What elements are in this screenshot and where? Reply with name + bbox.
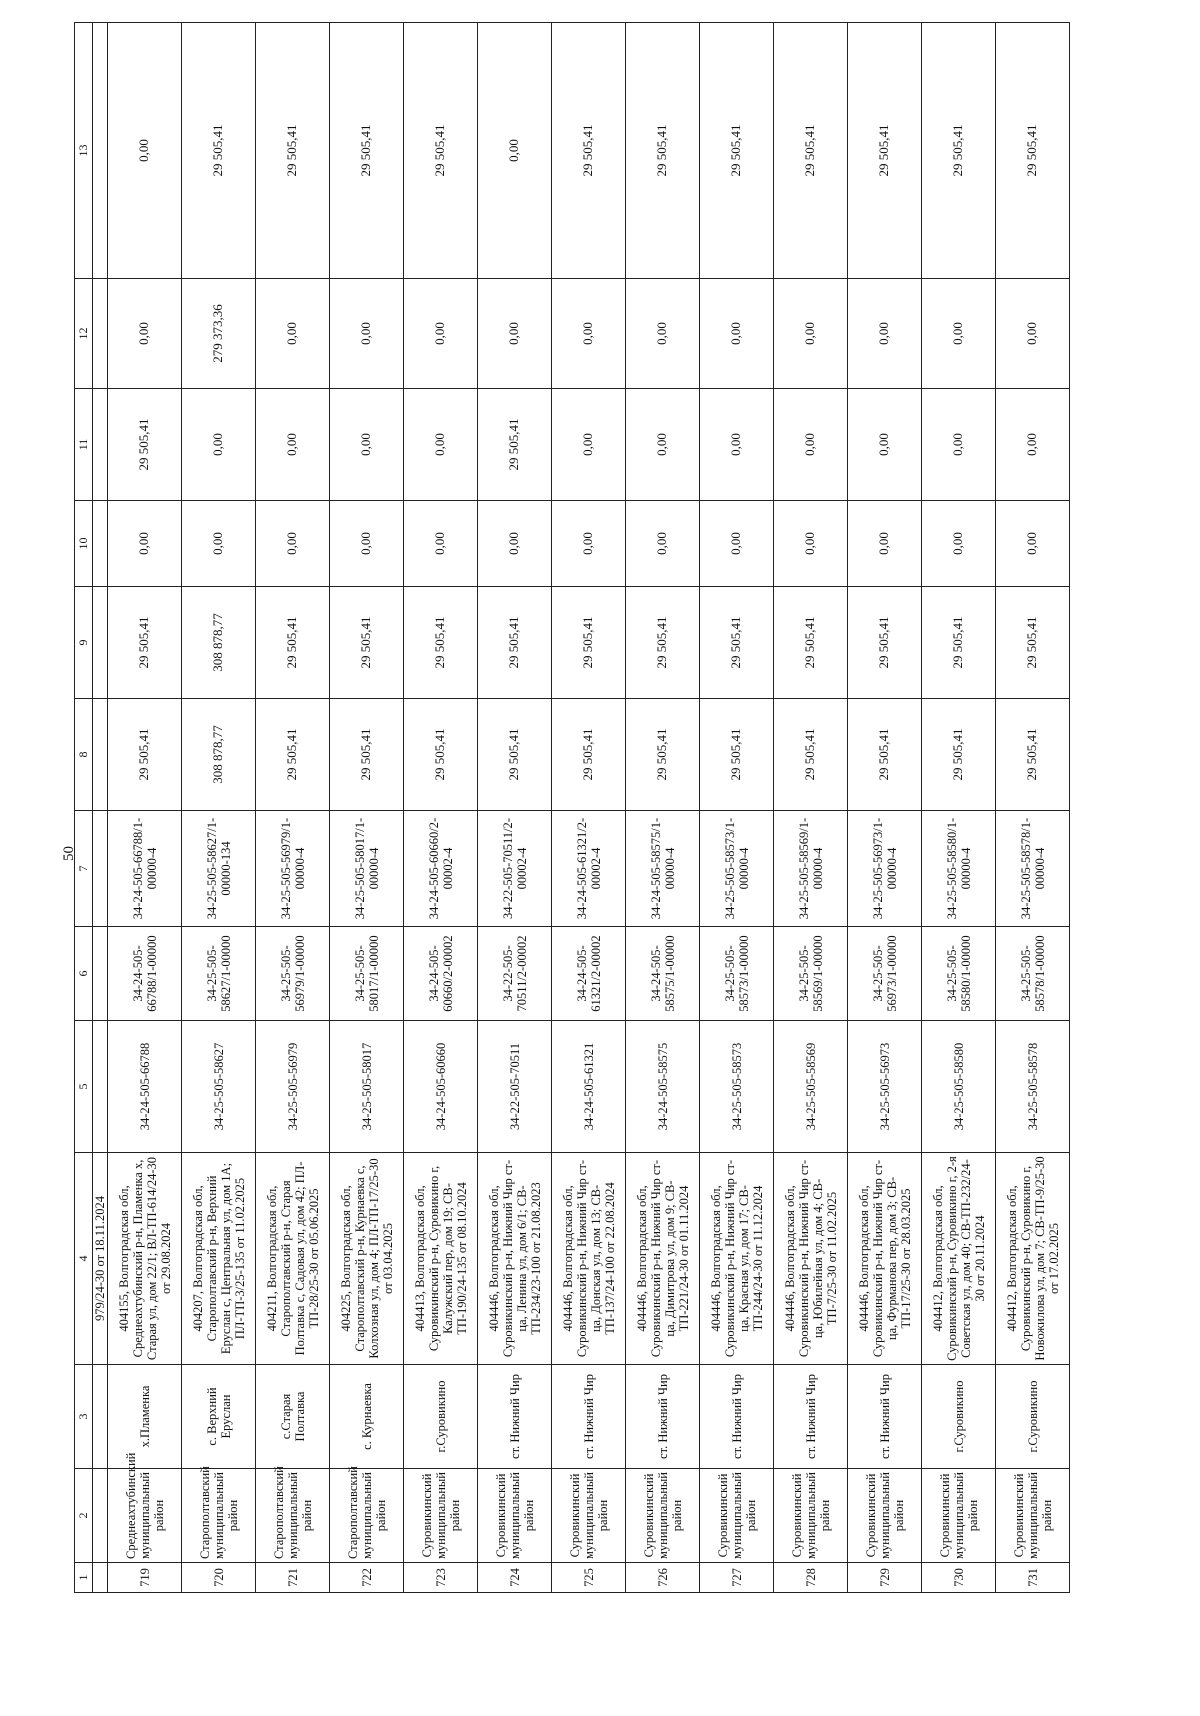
column-number: 4 bbox=[75, 1153, 93, 1365]
row-number: 721 bbox=[256, 1563, 330, 1593]
address-cell: 404413, Волгоградская обл, Суровикинский р-н, Суровикино г, Калужский пер, дом 19; СВ-ТП-190/24-135 от 08.10.2024 bbox=[404, 1153, 478, 1365]
address-cell: 404446, Волгоградская обл, Суровикинский р-н, Нижний Чир ст-ца, Красная ул, дом 17; СВ-ТП-244/24-30 от 11.12.2024 bbox=[700, 1153, 774, 1365]
code-cell: 34-25-505-58569/1-00000-4 bbox=[774, 811, 848, 927]
column-number: 11 bbox=[75, 389, 93, 501]
empty-cell bbox=[93, 811, 108, 927]
amount-cell: 29 505,41 bbox=[996, 699, 1070, 811]
amount-cell: 29 505,41 bbox=[108, 389, 182, 501]
amount-cell: 29 505,41 bbox=[256, 699, 330, 811]
amount-cell: 0,00 bbox=[848, 389, 922, 501]
code-cell: 34-25-505-58580/1-00000-4 bbox=[922, 811, 996, 927]
table-row bbox=[774, 23, 848, 1593]
amount-cell: 29 505,41 bbox=[626, 699, 700, 811]
column-number: 6 bbox=[75, 927, 93, 1021]
district-cell: Старополтавский муниципальный район bbox=[330, 1469, 404, 1563]
code-cell: 34-25-505-58569 bbox=[774, 1021, 848, 1153]
amount-cell: 0,00 bbox=[996, 389, 1070, 501]
amount-cell: 29 505,41 bbox=[996, 587, 1070, 699]
amount-cell: 0,00 bbox=[922, 279, 996, 389]
amount-cell: 29 505,41 bbox=[774, 23, 848, 279]
amount-cell: 29 505,41 bbox=[700, 23, 774, 279]
amount-cell: 0,00 bbox=[552, 389, 626, 501]
code-cell: 34-25-505-56973/1-00000-4 bbox=[848, 811, 922, 927]
district-cell: Старополтавский муниципальный район bbox=[256, 1469, 330, 1563]
address-cell: 404225, Волгоградская обл, Старополтавский р-н, Курнаевка с, Колхозная ул, дом 4; ПЛ-ТП-17/25-30 от 03.04.2025 bbox=[330, 1153, 404, 1365]
amount-cell: 29 505,41 bbox=[774, 699, 848, 811]
code-cell: 34-25-505-58627/1-00000 bbox=[182, 927, 256, 1021]
amount-cell: 0,00 bbox=[182, 389, 256, 501]
column-number: 2 bbox=[75, 1469, 93, 1563]
code-cell: 34-24-505-61321 bbox=[552, 1021, 626, 1153]
district-cell: Суровикинский муниципальный район bbox=[552, 1469, 626, 1563]
locality-cell: с. Верхний Еруслан bbox=[182, 1365, 256, 1469]
amount-cell: 29 505,41 bbox=[626, 23, 700, 279]
row-number: 720 bbox=[182, 1563, 256, 1593]
locality-cell: х.Пламенка bbox=[108, 1365, 182, 1469]
address-cell: 404446, Волгоградская обл, Суровикинский р-н, Нижний Чир ст-ца, Фурманова пер, дом 3; СВ-ТП-17/25-30 от 28.03.2025 bbox=[848, 1153, 922, 1365]
empty-cell bbox=[93, 279, 108, 389]
code-cell: 34-22-505-70511 bbox=[478, 1021, 552, 1153]
empty-cell bbox=[93, 501, 108, 587]
code-cell: 34-24-505-66788 bbox=[108, 1021, 182, 1153]
locality-cell: ст. Нижний Чир bbox=[552, 1365, 626, 1469]
amount-cell: 0,00 bbox=[256, 389, 330, 501]
address-cell: 404446, Волгоградская обл, Суровикинский р-н, Нижний Чир ст-ца, Димитрова ул, дом 9; СВ-ТП-221/24-30 от 01.11.2024 bbox=[626, 1153, 700, 1365]
column-number: 5 bbox=[75, 1021, 93, 1153]
address-cell: 404412, Волгоградская обл, Суровикинский р-н, Суровикино г, Новожилова ул, дом 7; СВ-ТП-9/25-30 от 17.02.2025 bbox=[996, 1153, 1070, 1365]
code-cell: 34-24-505-58575 bbox=[626, 1021, 700, 1153]
table-row bbox=[478, 23, 552, 1593]
locality-cell: ст. Нижний Чир bbox=[774, 1365, 848, 1469]
table-row bbox=[700, 23, 774, 1593]
amount-cell: 0,00 bbox=[626, 279, 700, 389]
amount-cell: 29 505,41 bbox=[478, 587, 552, 699]
district-cell: Суровикинский муниципальный район bbox=[700, 1469, 774, 1563]
code-cell: 34-25-505-56979/1-00000 bbox=[256, 927, 330, 1021]
amount-cell: 29 505,41 bbox=[478, 699, 552, 811]
address-cell: 404446, Волгоградская обл, Суровикинский р-н, Нижний Чир ст-ца, Донская ул, дом 13; СВ-ТП-137/24-100 от 22.08.2024 bbox=[552, 1153, 626, 1365]
column-number: 10 bbox=[75, 501, 93, 587]
amount-cell: 29 505,41 bbox=[922, 699, 996, 811]
amount-cell: 308 878,77 bbox=[182, 699, 256, 811]
amount-cell: 0,00 bbox=[108, 501, 182, 587]
empty-cell bbox=[93, 927, 108, 1021]
code-cell: 34-25-505-58627 bbox=[182, 1021, 256, 1153]
amount-cell: 0,00 bbox=[996, 501, 1070, 587]
table-row bbox=[330, 23, 404, 1593]
empty-cell bbox=[93, 23, 108, 279]
amount-cell: 0,00 bbox=[848, 279, 922, 389]
amount-cell: 29 505,41 bbox=[404, 23, 478, 279]
amount-cell: 29 505,41 bbox=[330, 699, 404, 811]
empty-cell bbox=[93, 1365, 108, 1469]
locality-cell: с. Курнаевка bbox=[330, 1365, 404, 1469]
amount-cell: 0,00 bbox=[404, 501, 478, 587]
amount-cell: 0,00 bbox=[478, 279, 552, 389]
code-cell: 34-24-505-60660 bbox=[404, 1021, 478, 1153]
code-cell: 34-22-505-70511/2-00002 bbox=[478, 927, 552, 1021]
table-row bbox=[182, 23, 256, 1593]
district-cell: Суровикинский муниципальный район bbox=[774, 1469, 848, 1563]
column-number: 9 bbox=[75, 587, 93, 699]
table-row bbox=[848, 23, 922, 1593]
code-cell: 34-25-505-58017 bbox=[330, 1021, 404, 1153]
code-cell: 34-25-505-58573/1-00000-4 bbox=[700, 811, 774, 927]
amount-cell: 0,00 bbox=[404, 279, 478, 389]
amount-cell: 29 505,41 bbox=[330, 23, 404, 279]
code-cell: 34-24-505-66788/1-00000-4 bbox=[108, 811, 182, 927]
amount-cell: 29 505,41 bbox=[256, 587, 330, 699]
code-cell: 34-24-505-60660/2-00002 bbox=[404, 927, 478, 1021]
district-cell: Старополтавский муниципальный район bbox=[182, 1469, 256, 1563]
address-cell: 404155, Волгоградская обл, Среднеахтубинский р-н, Пламенка х, Старая ул, дом 22/1; ВЛ-ТП-614/24-30 от 29.08.2024 bbox=[108, 1153, 182, 1365]
amount-cell: 0,00 bbox=[182, 501, 256, 587]
amount-cell: 0,00 bbox=[330, 501, 404, 587]
table-row bbox=[996, 23, 1070, 1593]
amount-cell: 29 505,41 bbox=[552, 699, 626, 811]
amount-cell: 29 505,41 bbox=[774, 587, 848, 699]
district-cell: Суровикинский муниципальный район bbox=[626, 1469, 700, 1563]
table-row bbox=[922, 23, 996, 1593]
column-number: 8 bbox=[75, 699, 93, 811]
amount-cell: 279 373,36 bbox=[182, 279, 256, 389]
locality-cell: с.Старая Полтавка bbox=[256, 1365, 330, 1469]
data-table bbox=[74, 22, 1070, 1593]
amount-cell: 29 505,41 bbox=[478, 389, 552, 501]
amount-cell: 0,00 bbox=[552, 279, 626, 389]
amount-cell: 0,00 bbox=[404, 389, 478, 501]
amount-cell: 308 878,77 bbox=[182, 587, 256, 699]
code-cell: 34-22-505-70511/2-00002-4 bbox=[478, 811, 552, 927]
empty-cell bbox=[93, 389, 108, 501]
locality-cell: ст. Нижний Чир bbox=[848, 1365, 922, 1469]
code-cell: 34-24-505-60660/2-00002-4 bbox=[404, 811, 478, 927]
locality-cell: г.Суровикино bbox=[996, 1365, 1070, 1469]
code-cell: 34-24-505-58575/1-00000 bbox=[626, 927, 700, 1021]
amount-cell: 29 505,41 bbox=[996, 23, 1070, 279]
amount-cell: 29 505,41 bbox=[404, 587, 478, 699]
address-cell: 404211, Волгоградская обл, Старополтавский р-н, Старая Полтавка с, Садовая ул, дом 42; ПЛ-ТП-28/25-30 от 05.06.2025 bbox=[256, 1153, 330, 1365]
amount-cell: 0,00 bbox=[700, 389, 774, 501]
table-row bbox=[108, 23, 182, 1593]
amount-cell: 0,00 bbox=[330, 279, 404, 389]
amount-cell: 29 505,41 bbox=[700, 587, 774, 699]
code-cell: 34-24-505-66788/1-00000 bbox=[108, 927, 182, 1021]
code-cell: 34-25-505-58017/1-00000 bbox=[330, 927, 404, 1021]
amount-cell: 0,00 bbox=[330, 389, 404, 501]
continuation-text: 979/24-30 от 18.11.2024 bbox=[93, 1153, 108, 1365]
column-number-row bbox=[75, 23, 93, 1593]
code-cell: 34-24-505-61321/2-00002-4 bbox=[552, 811, 626, 927]
amount-cell: 29 505,41 bbox=[700, 699, 774, 811]
amount-cell: 29 505,41 bbox=[848, 587, 922, 699]
table-row bbox=[404, 23, 478, 1593]
locality-cell: ст. Нижний Чир bbox=[700, 1365, 774, 1469]
amount-cell: 0,00 bbox=[552, 501, 626, 587]
row-number: 724 bbox=[478, 1563, 552, 1593]
amount-cell: 0,00 bbox=[848, 501, 922, 587]
amount-cell: 29 505,41 bbox=[552, 587, 626, 699]
amount-cell: 0,00 bbox=[478, 501, 552, 587]
code-cell: 34-25-505-58017/1-00000-4 bbox=[330, 811, 404, 927]
amount-cell: 29 505,41 bbox=[922, 23, 996, 279]
row-number: 725 bbox=[552, 1563, 626, 1593]
amount-cell: 29 505,41 bbox=[552, 23, 626, 279]
amount-cell: 0,00 bbox=[478, 23, 552, 279]
district-cell: Суровикинский муниципальный район bbox=[848, 1469, 922, 1563]
page-number: 50 bbox=[61, 846, 77, 861]
column-number: 13 bbox=[75, 23, 93, 279]
address-cell: 404446, Волгоградская обл, Суровикинский р-н, Нижний Чир ст-ца, Ленина ул, дом 6/1; СВ-ТП-234/23-100 от 21.08.2023 bbox=[478, 1153, 552, 1365]
code-cell: 34-24-505-58575/1-00000-4 bbox=[626, 811, 700, 927]
amount-cell: 29 505,41 bbox=[848, 699, 922, 811]
code-cell: 34-25-505-56979 bbox=[256, 1021, 330, 1153]
empty-cell bbox=[93, 587, 108, 699]
empty-cell bbox=[93, 699, 108, 811]
address-cell: 404412, Волгоградская обл, Суровикинский р-н, Суровикино г, 2-я Советская ул, дом 40; СВ-ТП-232/24-30 от 20.11.2024 bbox=[922, 1153, 996, 1365]
locality-cell: г.Суровикино bbox=[404, 1365, 478, 1469]
amount-cell: 0,00 bbox=[108, 279, 182, 389]
amount-cell: 0,00 bbox=[774, 279, 848, 389]
amount-cell: 29 505,41 bbox=[256, 23, 330, 279]
locality-cell: г.Суровикино bbox=[922, 1365, 996, 1469]
amount-cell: 29 505,41 bbox=[404, 699, 478, 811]
amount-cell: 0,00 bbox=[774, 389, 848, 501]
code-cell: 34-25-505-58573 bbox=[700, 1021, 774, 1153]
district-cell: Среднеахтубинский муниципальный район bbox=[108, 1469, 182, 1563]
code-cell: 34-25-505-58573/1-00000 bbox=[700, 927, 774, 1021]
district-cell: Суровикинский муниципальный район bbox=[404, 1469, 478, 1563]
row-number: 728 bbox=[774, 1563, 848, 1593]
table-row bbox=[626, 23, 700, 1593]
code-cell: 34-25-505-58569/1-00000 bbox=[774, 927, 848, 1021]
column-number: 3 bbox=[75, 1365, 93, 1469]
row-number: 723 bbox=[404, 1563, 478, 1593]
code-cell: 34-25-505-58580 bbox=[922, 1021, 996, 1153]
amount-cell: 29 505,41 bbox=[182, 23, 256, 279]
code-cell: 34-25-505-58580/1-00000 bbox=[922, 927, 996, 1021]
amount-cell: 0,00 bbox=[256, 279, 330, 389]
code-cell: 34-25-505-56973 bbox=[848, 1021, 922, 1153]
district-cell: Суровикинский муниципальный район bbox=[996, 1469, 1070, 1563]
amount-cell: 29 505,41 bbox=[848, 23, 922, 279]
amount-cell: 29 505,41 bbox=[330, 587, 404, 699]
district-cell: Суровикинский муниципальный район bbox=[922, 1469, 996, 1563]
amount-cell: 0,00 bbox=[108, 23, 182, 279]
empty-cell bbox=[93, 1563, 108, 1593]
amount-cell: 29 505,41 bbox=[626, 587, 700, 699]
amount-cell: 29 505,41 bbox=[108, 699, 182, 811]
code-cell: 34-25-505-58578 bbox=[996, 1021, 1070, 1153]
code-cell: 34-24-505-61321/2-00002 bbox=[552, 927, 626, 1021]
amount-cell: 0,00 bbox=[700, 501, 774, 587]
code-cell: 34-25-505-56979/1-00000-4 bbox=[256, 811, 330, 927]
amount-cell: 29 505,41 bbox=[922, 587, 996, 699]
empty-cell bbox=[93, 1021, 108, 1153]
row-number: 726 bbox=[626, 1563, 700, 1593]
column-number: 7 bbox=[75, 811, 93, 927]
code-cell: 34-25-505-58627/1-00000-134 bbox=[182, 811, 256, 927]
code-cell: 34-25-505-58578/1-00000-4 bbox=[996, 811, 1070, 927]
amount-cell: 0,00 bbox=[774, 501, 848, 587]
amount-cell: 0,00 bbox=[626, 389, 700, 501]
row-number: 730 bbox=[922, 1563, 996, 1593]
address-cell: 404446, Волгоградская обл, Суровикинский р-н, Нижний Чир ст-ца, Юбилейная ул, дом 4; СВ-ТП-7/25-30 от 11.02.2025 bbox=[774, 1153, 848, 1365]
row-number: 727 bbox=[700, 1563, 774, 1593]
table-body bbox=[75, 23, 1070, 1593]
column-number: 12 bbox=[75, 279, 93, 389]
amount-cell: 0,00 bbox=[922, 501, 996, 587]
code-cell: 34-25-505-58578/1-00000 bbox=[996, 927, 1070, 1021]
continuation-row bbox=[93, 23, 108, 1593]
table-row bbox=[256, 23, 330, 1593]
code-cell: 34-25-505-56973/1-00000 bbox=[848, 927, 922, 1021]
table-row bbox=[552, 23, 626, 1593]
row-number: 729 bbox=[848, 1563, 922, 1593]
amount-cell: 0,00 bbox=[922, 389, 996, 501]
amount-cell: 0,00 bbox=[256, 501, 330, 587]
column-number: 1 bbox=[75, 1563, 93, 1593]
amount-cell: 29 505,41 bbox=[108, 587, 182, 699]
locality-cell: ст. Нижний Чир bbox=[478, 1365, 552, 1469]
row-number: 722 bbox=[330, 1563, 404, 1593]
rotated-table-wrapper bbox=[74, 23, 1130, 1593]
amount-cell: 0,00 bbox=[626, 501, 700, 587]
district-cell: Суровикинский муниципальный район bbox=[478, 1469, 552, 1563]
address-cell: 404207, Волгоградская обл, Старополтавский р-н, Верхний Еруслан с, Центральная ул, дом 1А; ПЛ-ТП-3/25-135 от 11.02.2025 bbox=[182, 1153, 256, 1365]
locality-cell: ст. Нижний Чир bbox=[626, 1365, 700, 1469]
row-number: 719 bbox=[108, 1563, 182, 1593]
amount-cell: 0,00 bbox=[996, 279, 1070, 389]
amount-cell: 0,00 bbox=[700, 279, 774, 389]
row-number: 731 bbox=[996, 1563, 1070, 1593]
empty-cell bbox=[93, 1469, 108, 1563]
